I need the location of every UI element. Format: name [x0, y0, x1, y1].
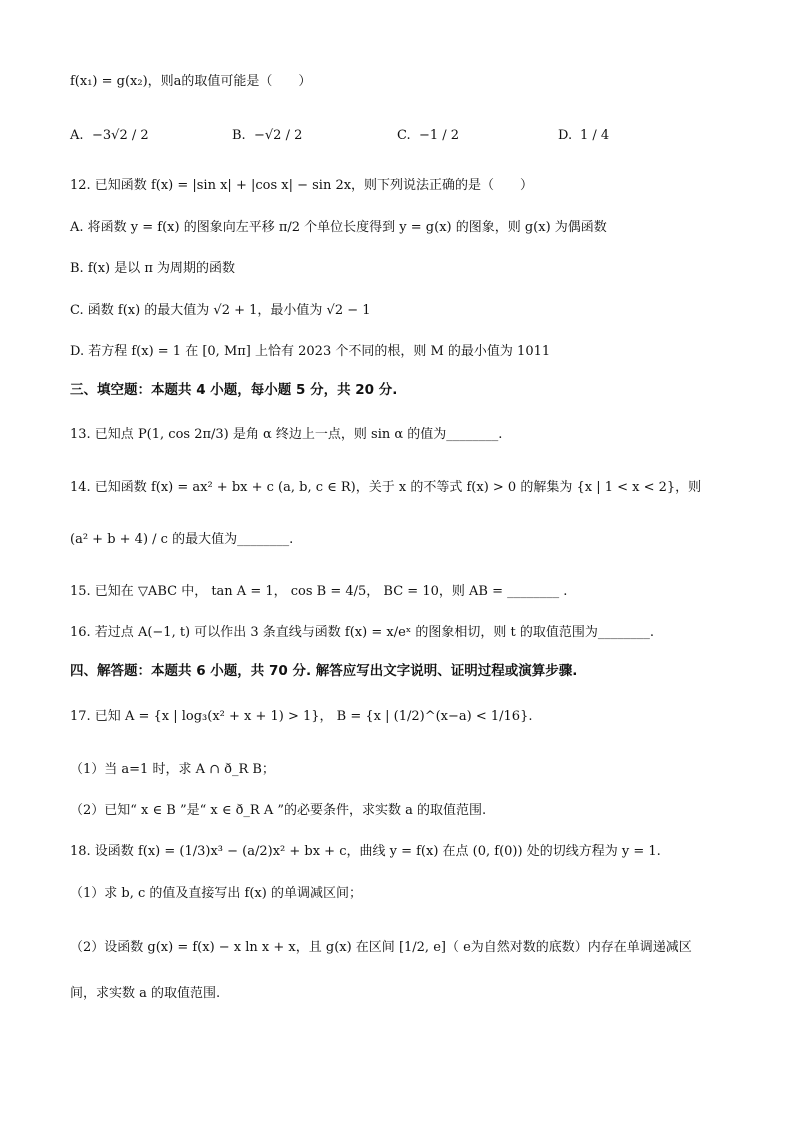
q17-stem: 17. 已知 A = {x | log₃(x² + x + 1) > 1}， B = {x | (1/2)^(x−a) < 1/16}.	[70, 709, 533, 724]
q16: 16. 若过点 A(−1, t) 可以作出 3 条直线与函数 f(x) = x/eˣ 的图象相切，则 t 的取值范围为________.	[70, 625, 655, 640]
q14-line1: 14. 已知函数 f(x) = ax² + bx + c (a, b, c ∈ R)，关于 x 的不等式 f(x) > 0 的解集为 {x | 1 < x < 2}，则	[70, 480, 702, 495]
option-label: C.	[397, 128, 411, 143]
q12-option-a: A. 将函数 y = f(x) 的图象向左平移 π/2 个单位长度得到 y = g(x) 的图象，则 g(x) 为偶函数	[70, 220, 607, 235]
q14-line2: (a² + b + 4) / c 的最大值为________.	[70, 532, 294, 547]
option-value: −3√2 / 2	[92, 128, 149, 143]
q17-part2: （2）已知“ x ∈ B ”是“ x ∈ ð_R A ”的必要条件，求实数 a 的取值范围.	[70, 803, 487, 818]
option-value: 1 / 4	[580, 128, 610, 143]
q11-stem-tail: f(x₁) = g(x₂)，则a的取值可能是（ ）	[70, 74, 312, 89]
option-value: −√2 / 2	[254, 128, 303, 143]
q12-option-c: C. 函数 f(x) 的最大值为 √2 + 1，最小值为 √2 − 1	[70, 303, 371, 318]
q18-part2-line1: （2）设函数 g(x) = f(x) − x ln x + x，且 g(x) 在区间 [1/2, e]（ e为自然对数的底数）内存在单调递减区	[70, 940, 692, 955]
q17-part1: （1）当 a=1 时，求 A ∩ ð_R B；	[70, 762, 275, 777]
option-label: D.	[558, 128, 573, 143]
q12-option-d: D. 若方程 f(x) = 1 在 [0, Mπ] 上恰有 2023 个不同的根，则 M 的最小值为 1011	[70, 344, 551, 359]
q12-stem: 12. 已知函数 f(x) = |sin x| + |cos x| − sin 2x，则下列说法正确的是（ ）	[70, 178, 534, 193]
q11-options	[70, 116, 690, 160]
q15: 15. 已知在 ▽ABC 中， tan A = 1， cos B = 4/5， BC = 10，则 AB = ________ .	[70, 584, 568, 599]
option-label: B.	[232, 128, 246, 143]
q12-option-b: B. f(x) 是以 π 为周期的函数	[70, 261, 236, 276]
option-label: A.	[70, 128, 84, 143]
option-value: −1 / 2	[419, 128, 460, 143]
section-3-heading: 三、填空题：本题共 4 小题，每小题 5 分，共 20 分.	[70, 382, 398, 398]
section-4-heading: 四、解答题：本题共 6 小题，共 70 分. 解答应写出文字说明、证明过程或演算步骤.	[70, 663, 578, 679]
q18-part1: （1）求 b, c 的值及直接写出 f(x) 的单调减区间；	[70, 886, 362, 901]
q18-stem: 18. 设函数 f(x) = (1/3)x³ − (a/2)x² + bx + c，曲线 y = f(x) 在点 (0, f(0)) 处的切线方程为 y = 1.	[70, 844, 661, 859]
q18-part2-line2: 间，求实数 a 的取值范围.	[70, 986, 221, 1001]
q13: 13. 已知点 P(1, cos 2π/3) 是角 α 终边上一点，则 sin α 的值为________.	[70, 427, 503, 442]
